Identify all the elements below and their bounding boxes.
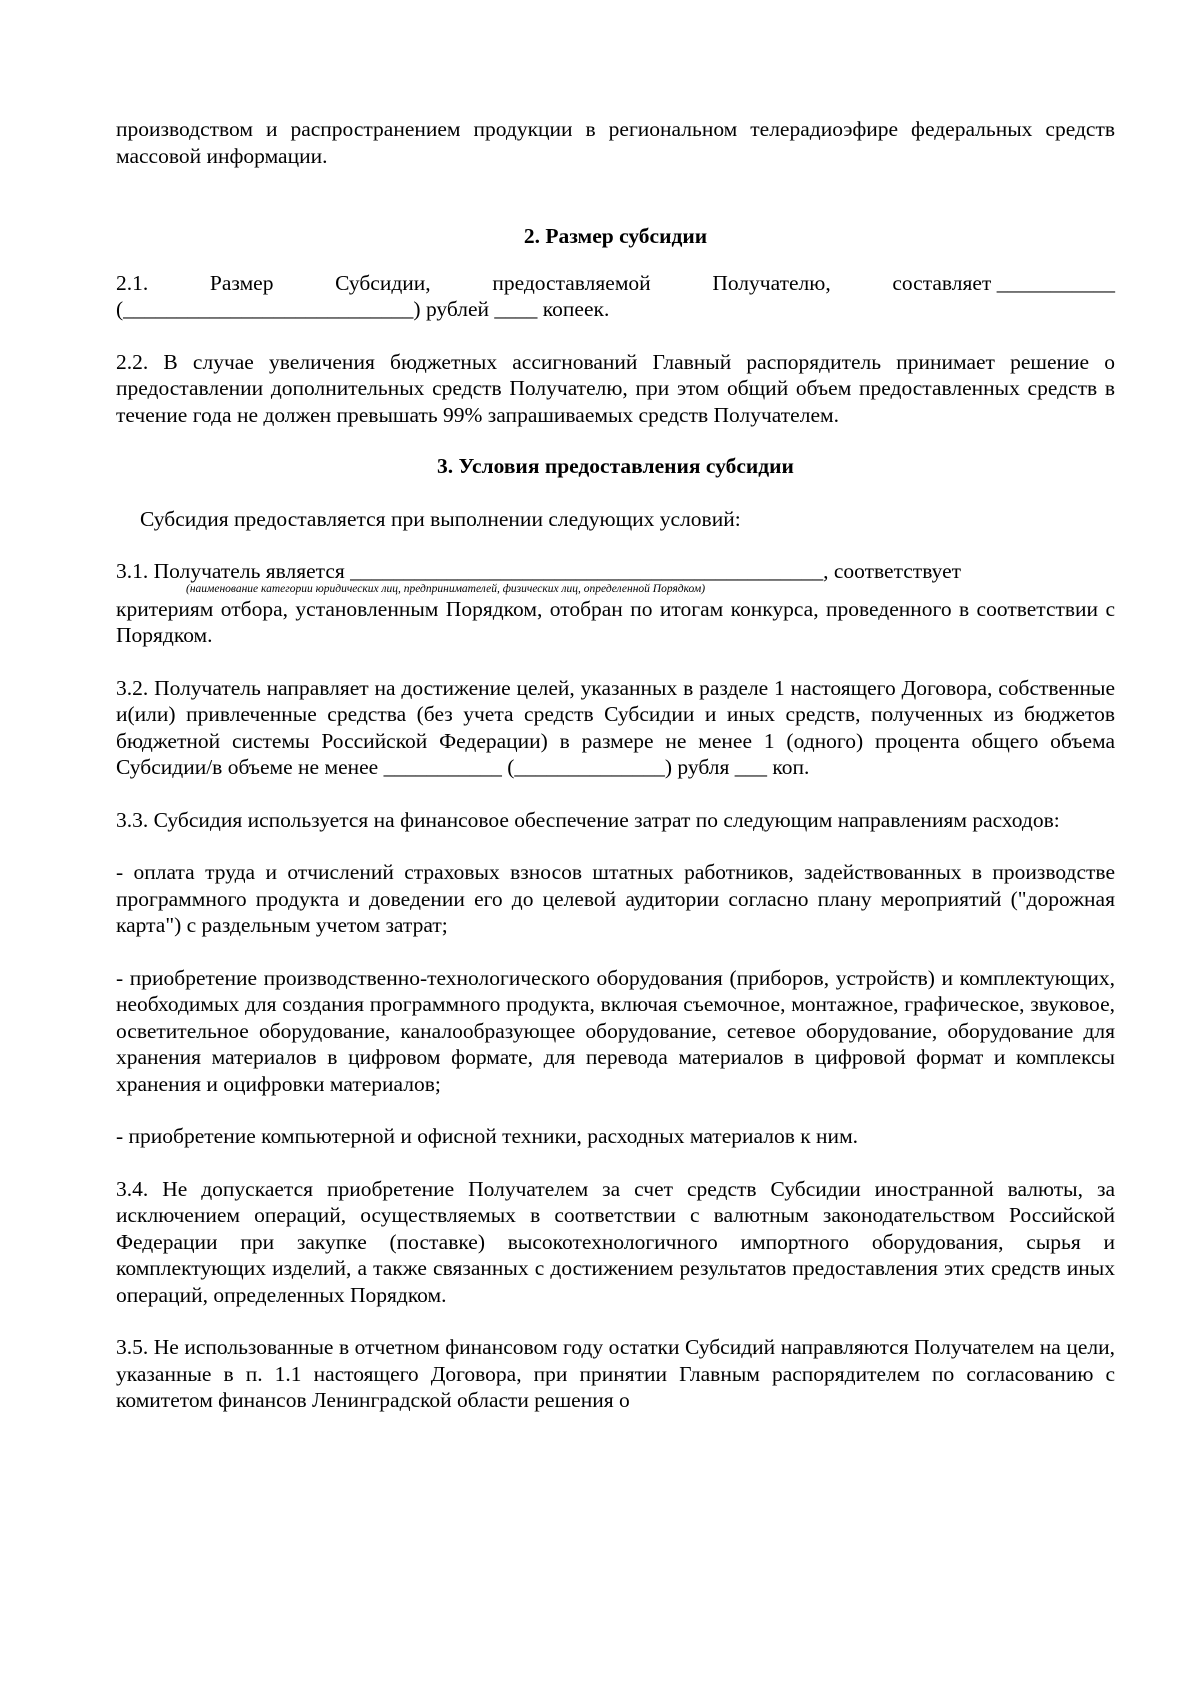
section-3-heading: 3. Условия предоставления субсидии xyxy=(437,454,794,478)
paragraph-2-1-word: Субсидии, xyxy=(335,270,431,295)
paragraph-2-1 xyxy=(116,270,1115,323)
bullet-item-1: - оплата труда и отчислений страховых взносов штатных работников, задействованных в производстве программного продукта и доведении его до целевой аудитории согласно плану мероприятий ("дорожная карта") с раздельным учетом затрат; xyxy=(116,860,1115,937)
paragraph-2-2: 2.2. В случае увеличения бюджетных ассигнований Главный распорядитель принимает решение о предоставлении дополнительных средств Получателю, при этом общий объем предоставленных средств в течение года не должен превышать 99% запрашиваемых средств Получателем. xyxy=(116,349,1115,427)
paragraph-3-1-caption: (наименование категории юридических лиц, предпринимателей, физических лиц, определенной Порядком) xyxy=(186,582,706,595)
paragraph-3-3: 3.3. Субсидия используется на финансовое обеспечение затрат по следующим направлениям расходов: xyxy=(116,807,1060,832)
paragraph-3-1 xyxy=(116,558,1115,649)
paragraph-3-4: 3.4. Не допускается приобретение Получателем за счет средств Субсидии иностранной валюты, за исключением операций, осуществляемых в соответствии с валютным законодательством Российской Федерации при закупке (поставке) высокотехнологичного импортного оборудования, сырья и комплектующих изделий, а также связанных с достижением результатов предоставления этих средств иных операций, определенных Порядком. xyxy=(116,1176,1115,1307)
paragraph-3-2: 3.2. Получатель направляет на достижение целей, указанных в разделе 1 настоящего Договора, собственные и(или) привлеченные средства (без учета средств Субсидии и иных средств, полученных из бюджетов бюджетной системы Российской Федерации) в размере не менее 1 (одного) процента общего объема Субсидии/в объеме не менее ___________ (______________) рубля ___ коп. xyxy=(116,675,1115,779)
paragraph-2-1-word: предоставляемой xyxy=(492,270,651,295)
paragraph-2-1-word: Размер xyxy=(209,270,274,295)
paragraph-2-1-line-1 xyxy=(116,270,1115,297)
paragraph-3-1-rest: критериям отбора, установленным Порядком, отобран по итогам конкурса, проведенного в соответствии с Порядком. xyxy=(116,596,1115,647)
section-3-lead: Субсидия предоставляется при выполнении следующих условий: xyxy=(140,506,741,531)
paragraph-2-1-word: Получателю, xyxy=(712,270,831,295)
paragraph-2-1-word: составляет ___________ xyxy=(892,270,1115,295)
paragraph-3-1-line-1: 3.1. Получатель является ____________________________________________, соответствует xyxy=(116,559,962,583)
bullet-item-3: - приобретение компьютерной и офисной техники, расходных материалов к ним. xyxy=(116,1124,859,1148)
section-2-heading: 2. Размер субсидии xyxy=(523,224,708,248)
paragraph-2-1-number: 2.1. xyxy=(116,270,149,295)
paragraph-2-1-line-2: (___________________________) рублей ____ копеек. xyxy=(116,297,610,321)
bullet-item-2: - приобретение производственно-технологического оборудования (приборов, устройств) и комплектующих, необходимых для создания программного продукта, включая съемочное, монтажное, графическое, звуковое, осветительное оборудование, каналообразующее оборудование, сетевое оборудование, оборудование для хранения материалов в цифровом формате, для перевода материалов в цифровой формат и комплексы хранения и оцифровки материалов; xyxy=(116,965,1115,1096)
intro-paragraph: производством и распространением продукции в региональном телерадиоэфире федеральных средств массовой информации. xyxy=(116,117,1115,168)
paragraph-3-5: 3.5. Не использованные в отчетном финансовом году остатки Субсидий направляются Получателем на цели, указанные в п. 1.1 настоящего Договора, при принятии Главным распорядителем по согласованию с комитетом финансов Ленинградской области решения о xyxy=(116,1335,1115,1412)
document-body xyxy=(116,116,1115,1414)
